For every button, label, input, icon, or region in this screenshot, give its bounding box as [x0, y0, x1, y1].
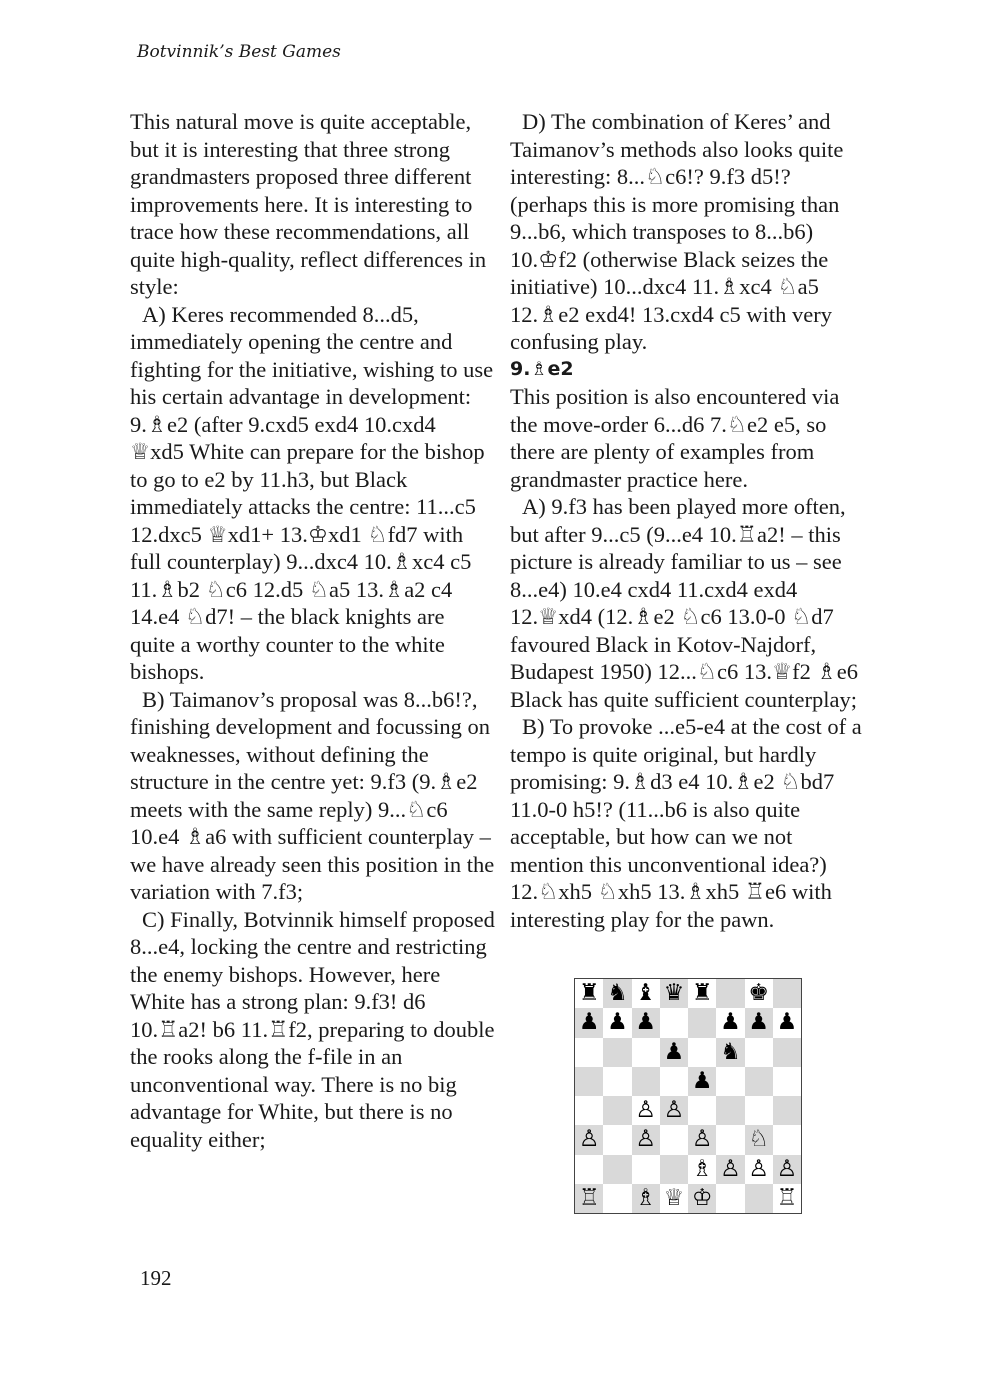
board-square: ♞ [603, 979, 631, 1008]
board-square: ♖ [773, 1184, 801, 1213]
board-square [660, 1155, 688, 1184]
board-square [603, 1125, 631, 1154]
board-square [632, 1155, 660, 1184]
board-square: ♙ [660, 1096, 688, 1125]
board-square [716, 1096, 744, 1125]
chess-board-diagram [574, 978, 802, 1214]
board-square [745, 1184, 773, 1213]
board-square: ♛ [660, 979, 688, 1008]
board-square [688, 1008, 716, 1037]
board-square [745, 1038, 773, 1067]
board-square [603, 1067, 631, 1096]
paragraph-option-d: D) The combination of Keres’ and Taimanov’s methods also looks quite interesting: 8...♘c6!? 9.f3 d5!? (perhaps this is more promising than 9...b6, which transposes to 8...b6) 10.♔f2 (otherwise Black seizes the initiative) 10...dxc4 11.♗xc4 ♘a5 12.♗e2 exd4! 13.cxd4 c5 with very confusing play. [510, 109, 844, 354]
board-square: ♔ [688, 1184, 716, 1213]
board-square: ♙ [575, 1125, 603, 1154]
board-square [773, 1096, 801, 1125]
board-square: ♗ [632, 1184, 660, 1213]
board-square [603, 1155, 631, 1184]
paragraph-line-a: A) 9.f3 has been played more often, but after 9...c5 (9...e4 10.♖a2! – this picture is already familiar to us – see 8...e4) 10.e4 cxd4 11.cxd4 exd4 12.♕xd4 (12.♗e2 ♘c6 13.0-0 ♘d7 favoured Black in Kotov-Najdorf, Budapest 1950) 12...♘c6 13.♕f2 ♗e6 Black has quite sufficient counterplay; [510, 494, 858, 712]
board-square [575, 1067, 603, 1096]
board-square [716, 1067, 744, 1096]
board-square: ♟ [575, 1008, 603, 1037]
board-square [716, 1125, 744, 1154]
board-square [603, 1038, 631, 1067]
board-square [773, 979, 801, 1008]
board-square: ♟ [773, 1008, 801, 1037]
board-square: ♜ [688, 979, 716, 1008]
board-square [632, 1067, 660, 1096]
board-square: ♙ [716, 1155, 744, 1184]
board-square: ♙ [632, 1125, 660, 1154]
board-square [632, 1038, 660, 1067]
board-square: ♟ [603, 1008, 631, 1037]
board-square [660, 1008, 688, 1037]
board-square [716, 1184, 744, 1213]
board-square [773, 1067, 801, 1096]
board-square: ♙ [745, 1155, 773, 1184]
board-square: ♟ [716, 1008, 744, 1037]
board-square [745, 1067, 773, 1096]
move-heading: 9.♗e2 [510, 357, 574, 380]
board-square: ♗ [688, 1155, 716, 1184]
board-square: ♙ [632, 1096, 660, 1125]
paragraph-main: This position is also encountered via the move-order 6...d6 7.♘e2 e5, so there are plenty of examples from grandmaster practice here. [510, 384, 840, 492]
paragraph-option-a: A) Keres recommended 8...d5, immediately opening the centre and fighting for the initiative, wishing to use his certain advantage in development: 9.♗e2 (after 9.cxd5 exd4 10.cxd4 ♕xd5 White can prepare for the bishop to go to e2 by 11.h3, but Black immediately attacks the centre: 11...c5 12.dxc5 ♕xd1+ 13.♔xd1 ♘fd7 with full counterplay) 9...dxc4 10.♗xc4 c5 11.♗b2 ♘c6 12.d5 ♘a5 13.♗a2 c4 14.e4 ♘d7! – the black knights are quite a worthy counter to the white bishops. [130, 301, 494, 684]
board-square: ♚ [745, 979, 773, 1008]
board-square: ♜ [575, 979, 603, 1008]
board-square [745, 1096, 773, 1125]
paragraph-option-c: C) Finally, Botvinnik himself proposed 8...e4, locking the centre and restricting the enemy bishops. However, here White has a strong plan: 9.f3! d6 10.♖a2! b6 11.♖f2, preparing to double the rooks along the f-file in an unconventional way. There is no big advantage for White, but there is no equality either; [130, 906, 495, 1152]
board-square [603, 1096, 631, 1125]
board-square [660, 1125, 688, 1154]
board-square: ♖ [575, 1184, 603, 1213]
board-square [773, 1038, 801, 1067]
board-square: ♕ [660, 1184, 688, 1213]
board-square: ♘ [745, 1125, 773, 1154]
board-square [688, 1096, 716, 1125]
board-square [716, 979, 744, 1008]
board-square [688, 1038, 716, 1067]
page-number: 192 [140, 1266, 172, 1290]
board-square [575, 1096, 603, 1125]
board-square: ♟ [688, 1067, 716, 1096]
board-square [660, 1067, 688, 1096]
right-column [510, 108, 870, 933]
board-square: ♟ [660, 1038, 688, 1067]
board-square: ♞ [716, 1038, 744, 1067]
board-square [603, 1184, 631, 1213]
board-square [575, 1038, 603, 1067]
board-square [575, 1155, 603, 1184]
running-header: Botvinnik’s Best Games [137, 42, 341, 62]
paragraph-option-b: B) Taimanov’s proposal was 8...b6!?, finishing development and focussing on weaknesses, without defining the structure in the centre yet: 9.f3 (9.♗e2 meets with the same reply) 9...♘c6 10.e4 ♗a6 with sufficient counterplay – we have already seen this position in the variation with 7.f3; [130, 686, 495, 904]
board-square: ♝ [632, 979, 660, 1008]
board-square: ♟ [632, 1008, 660, 1037]
board-square: ♙ [688, 1125, 716, 1154]
board-square: ♟ [745, 1008, 773, 1037]
paragraph-line-b: B) To provoke ...e5-e4 at the cost of a tempo is quite original, but hardly promising: 9.♗d3 e4 10.♗e2 ♘bd7 11.0-0 h5!? (11...b6 is also quite acceptable, but how can we not mention this unconventional idea?) 12.♘xh5 ♘xh5 13.♗xh5 ♖e6 with interesting play for the pawn. [510, 714, 862, 932]
left-column [130, 108, 495, 1153]
board-square [773, 1125, 801, 1154]
board-square: ♙ [773, 1155, 801, 1184]
paragraph-intro: This natural move is quite acceptable, but it is interesting that three strong grandmasters proposed three different improvements here. It is interesting to trace how these recommendations, all quite high-quality, reflect differences in style: [130, 109, 487, 299]
